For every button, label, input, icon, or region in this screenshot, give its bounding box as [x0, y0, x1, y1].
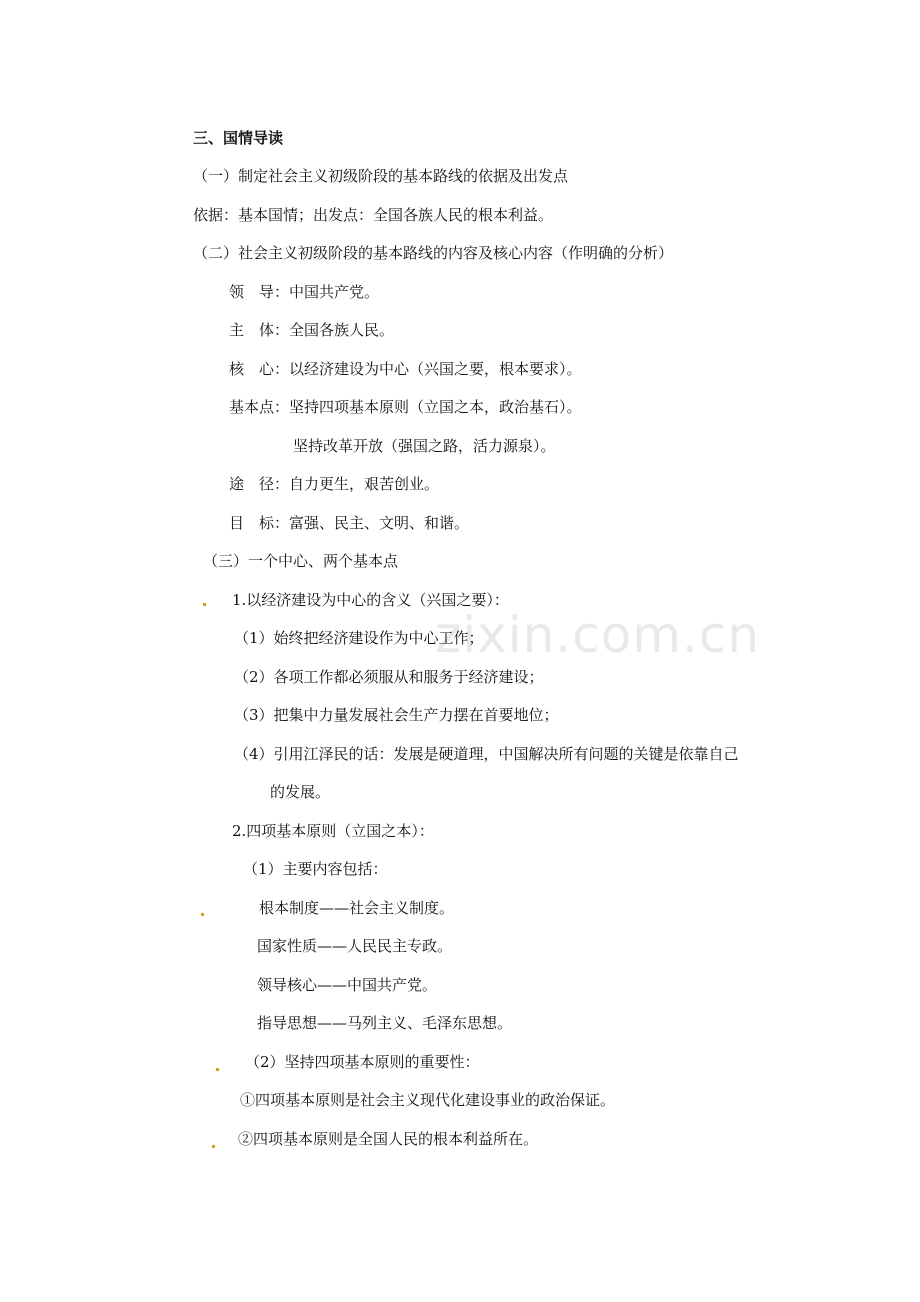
marker-dot	[212, 1145, 215, 1148]
list-item: 2.四项基本原则（立国之本）：	[232, 822, 434, 840]
marker-dot	[201, 913, 204, 916]
list-item: 主 体：全国各族人民。	[229, 321, 395, 339]
list-item: 目 标：富强、民主、文明、和谐。	[229, 514, 470, 532]
list-item: ②四项基本原则是全国人民的根本利益所在。	[238, 1130, 539, 1148]
list-item: 国家性质——人民民主专政。	[257, 937, 453, 955]
list-item: 根本制度——社会主义制度。	[259, 899, 455, 917]
list-item: （4）引用江泽民的话：发展是硬道理，中国解决所有问题的关键是依靠自己	[234, 745, 739, 763]
paragraph: 依据：基本国情；出发点：全国各族人民的根本利益。	[193, 206, 554, 224]
marker-dot	[203, 603, 206, 606]
list-item: 坚持改革开放（强国之路，活力源泉）。	[293, 437, 556, 455]
list-item: 领 导：中国共产党。	[229, 283, 380, 301]
list-item: 1.以经济建设为中心的含义（兴国之要）：	[232, 591, 509, 609]
subsection-heading: （三）一个中心、两个基本点	[203, 552, 399, 570]
list-item: （2）坚持四项基本原则的重要性：	[245, 1053, 480, 1071]
list-item: 途 径：自力更生，艰苦创业。	[229, 475, 440, 493]
list-item: 领导核心——中国共产党。	[257, 976, 438, 994]
marker-dot	[216, 1068, 219, 1071]
subsection-heading: （二）社会主义初级阶段的基本路线的内容及核心内容（作明确的分析）	[193, 244, 674, 262]
list-item: 核 心：以经济建设为中心（兴国之要，根本要求）。	[229, 360, 582, 378]
list-item: ①四项基本原则是社会主义现代化建设事业的政治保证。	[240, 1091, 616, 1109]
watermark: zixin.com.cn	[435, 606, 761, 664]
list-item: （1）主要内容包括：	[243, 860, 388, 878]
list-item: 基本点：坚持四项基本原则（立国之本，政治基石）。	[229, 398, 582, 416]
list-item: （1）始终把经济建设作为中心工作；	[234, 629, 484, 647]
section-heading: 三、国情导读	[193, 129, 284, 147]
subsection-heading: （一）制定社会主义初级阶段的基本路线的依据及出发点	[193, 167, 569, 185]
list-item: 指导思想——马列主义、毛泽东思想。	[257, 1014, 513, 1032]
list-item: （3）把集中力量发展社会生产力摆在首要地位；	[234, 706, 559, 724]
list-item-continuation: 的发展。	[270, 783, 331, 801]
list-item: （2）各项工作都必须服从和服务于经济建设；	[234, 668, 544, 686]
